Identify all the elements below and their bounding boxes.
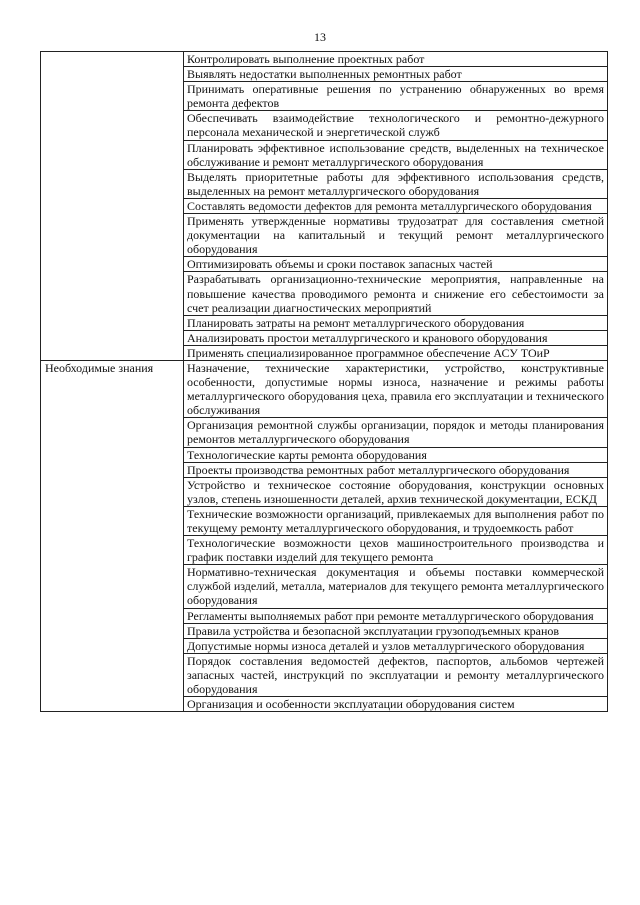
knowledge-item: Нормативно-техническая документация и объемы поставки коммерческой службой изделий, металла, материалов для текущего ремонта металлургического оборудования [184,565,608,608]
table-row [41,52,608,67]
knowledge-item: Организация и особенности эксплуатации оборудования систем [184,697,608,712]
page-number: 13 [314,30,326,44]
skill-item: Применять специализированное программное обеспечение АСУ ТОиР [184,345,608,360]
skill-item: Оптимизировать объемы и сроки поставок запасных частей [184,257,608,272]
skill-item: Анализировать простои металлургического и кранового оборудования [184,330,608,345]
skill-item: Выделять приоритетные работы для эффективного использования средств, выделенных на ремонт металлургического оборудования [184,169,608,198]
skill-item: Применять утвержденные нормативы трудозатрат для составления сметной документации на капитальный и текущий ремонт металлургического оборудования [184,214,608,257]
knowledge-item: Назначение, технические характеристики, устройство, конструктивные особенности, допустимые нормы износа, назначение и режимы работы металлургического оборудования цеха, правила его эксплуатации и технического обслуживания [184,360,608,417]
knowledge-item: Организация ремонтной службы организации, порядок и методы планирования ремонтов металлургического оборудования [184,418,608,447]
knowledge-item: Регламенты выполняемых работ при ремонте металлургического оборудования [184,608,608,623]
skill-item: Разрабатывать организационно-технические мероприятия, направленные на повышение качества проводимого ремонта и снижение его себестоимости за счет реализации диагностических мероприятий [184,272,608,315]
skill-item: Обеспечивать взаимодействие технологического и ремонтно-дежурного персонала механической и энергетической служб [184,111,608,140]
knowledge-item: Устройство и техническое состояние оборудования, конструкции основных узлов, степень изношенности деталей, архив технической документации, ЕСКД [184,477,608,506]
skill-item: Принимать оперативные решения по устранению обнаруженных во время ремонта дефектов [184,82,608,111]
skills-label-cell [41,52,184,361]
skill-item: Контролировать выполнение проектных работ [184,52,608,67]
skill-item: Планировать затраты на ремонт металлургического оборудования [184,315,608,330]
knowledge-item: Технические возможности организаций, привлекаемых для выполнения работ по текущему ремонту металлургического оборудования, и трудоемкость работ [184,506,608,535]
knowledge-item: Порядок составления ведомостей дефектов, паспортов, альбомов чертежей запасных частей, инструкций по эксплуатации и ремонту металлургического оборудования [184,653,608,696]
knowledge-label-cell: Необходимые знания [41,360,184,711]
skill-item: Составлять ведомости дефектов для ремонта металлургического оборудования [184,198,608,213]
knowledge-item: Проекты производства ремонтных работ металлургического оборудования [184,462,608,477]
knowledge-item: Технологические возможности цехов машиностроительного производства и график поставки изделий для текущего ремонта [184,536,608,565]
table-row [41,360,608,417]
knowledge-item: Технологические карты ремонта оборудования [184,447,608,462]
skill-item: Выявлять недостатки выполненных ремонтных работ [184,67,608,82]
knowledge-item: Правила устройства и безопасной эксплуатации грузоподъемных кранов [184,623,608,638]
skill-item: Планировать эффективное использование средств, выделенных на техническое обслуживание и ремонт металлургического оборудования [184,140,608,169]
competency-table [40,51,608,712]
knowledge-item: Допустимые нормы износа деталей и узлов металлургического оборудования [184,638,608,653]
